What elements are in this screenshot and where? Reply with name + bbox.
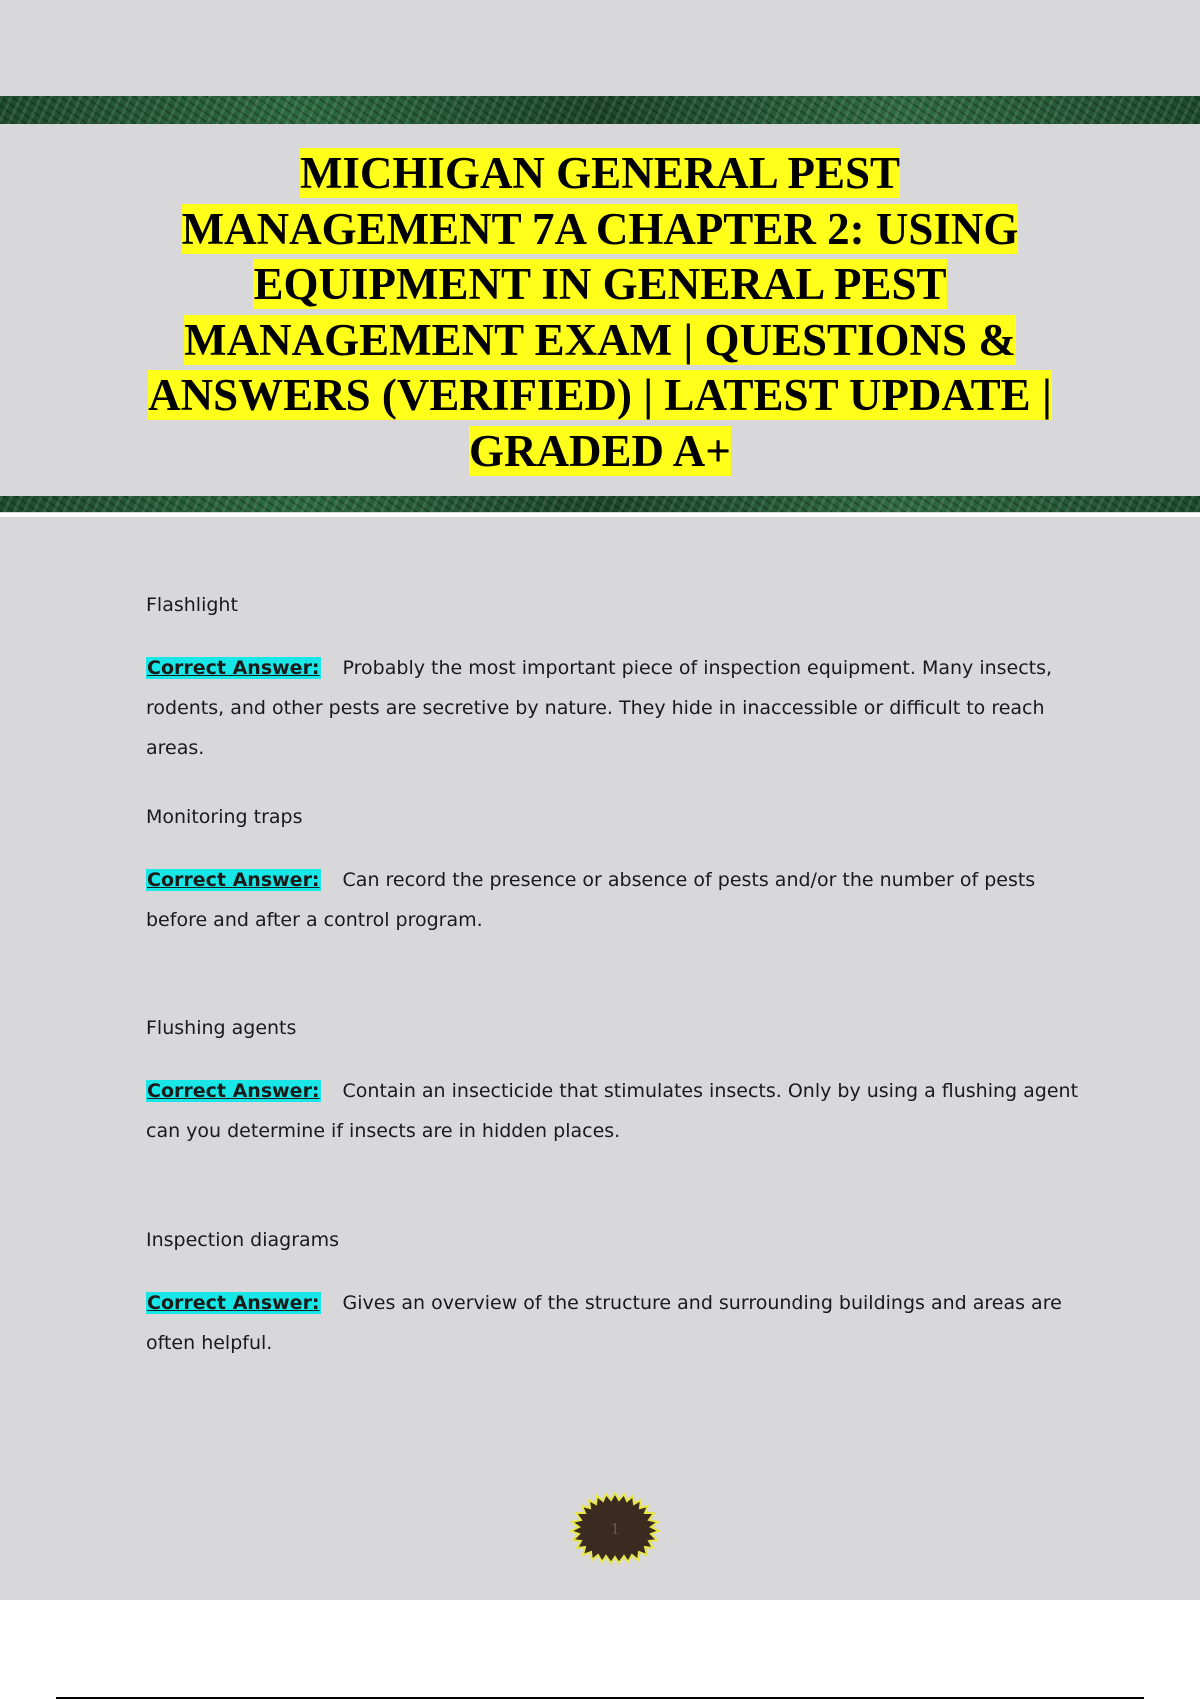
answer-block bbox=[146, 1071, 1086, 1151]
footer-rule bbox=[56, 1697, 1144, 1699]
answer-text: Can record the presence or absence of pests and/or the number of pests before and after a control program. bbox=[146, 869, 1036, 931]
decorative-band-top bbox=[0, 96, 1200, 124]
qa-item-flushing-agents bbox=[146, 1015, 1086, 1151]
question-text: Flashlight bbox=[146, 594, 238, 616]
answer-text: Contain an insecticide that stimulates insects. Only by using a flushing agent can you determine if insects are in hidden places. bbox=[146, 1080, 1079, 1142]
correct-answer-label: Correct Answer: bbox=[147, 1292, 320, 1314]
divider bbox=[0, 513, 1200, 517]
answer-block bbox=[146, 860, 1086, 940]
correct-answer-label: Correct Answer: bbox=[147, 1080, 320, 1102]
answer-text: Gives an overview of the structure and surrounding buildings and areas are often helpful. bbox=[146, 1292, 1062, 1354]
correct-answer-label: Correct Answer: bbox=[147, 657, 320, 679]
answer-text: Probably the most important piece of inspection equipment. Many insects, rodents, and other pests are secretive by nature. They hide in inaccessible or difficult to reach areas. bbox=[146, 657, 1053, 759]
qa-item-flashlight bbox=[146, 592, 1086, 768]
document-title-text: MICHIGAN GENERAL PEST MANAGEMENT 7A CHAPTER 2: USING EQUIPMENT IN GENERAL PEST MANAGEMENT EXAM | QUESTIONS & ANSWERS (VERIFIED) | LATEST UPDATE | GRADED A+ bbox=[148, 148, 1052, 476]
answer-block bbox=[146, 1283, 1086, 1363]
document-title bbox=[130, 146, 1070, 479]
question-text: Flushing agents bbox=[146, 1017, 297, 1039]
qa-item-monitoring-traps bbox=[146, 804, 1086, 940]
question-text: Inspection diagrams bbox=[146, 1229, 340, 1251]
question-text: Monitoring traps bbox=[146, 806, 303, 828]
qa-item-inspection-diagrams bbox=[146, 1227, 1086, 1363]
correct-answer-label: Correct Answer: bbox=[147, 869, 320, 891]
page-number: 1 bbox=[610, 1519, 620, 1538]
page-number-badge bbox=[568, 1491, 662, 1565]
answer-block bbox=[146, 648, 1086, 768]
decorative-band-bottom bbox=[0, 496, 1200, 512]
